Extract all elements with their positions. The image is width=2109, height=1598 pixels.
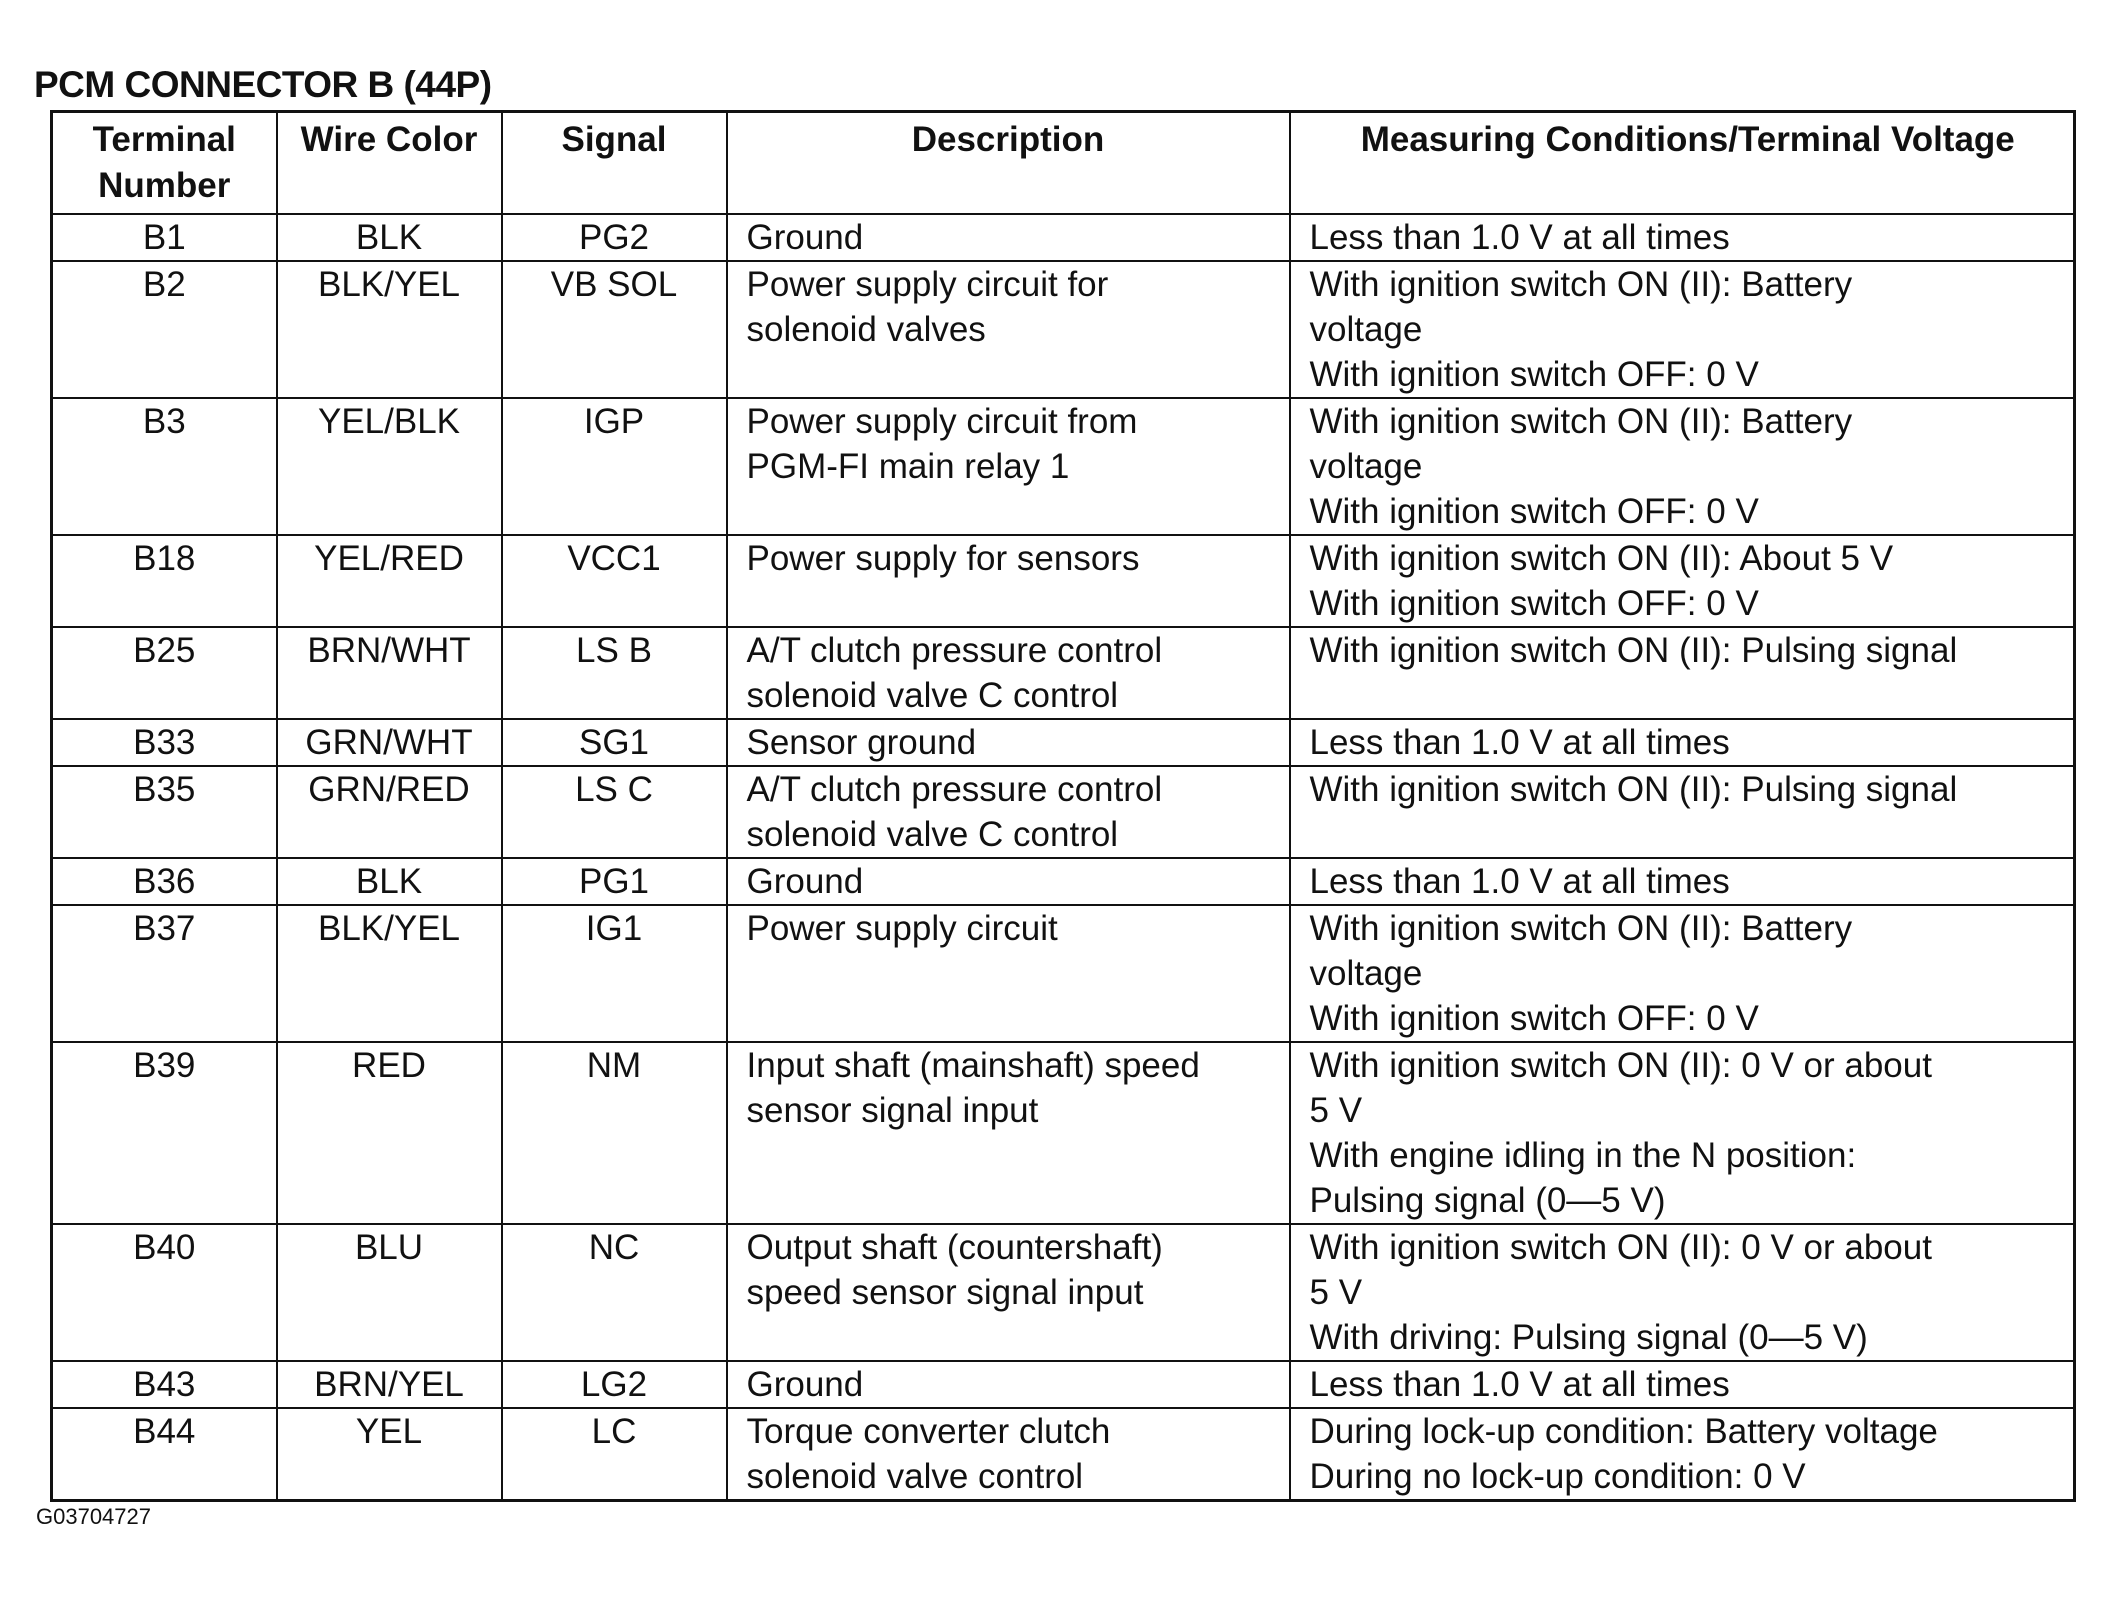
table-row — [52, 1042, 2075, 1224]
measuring-line: voltage — [1309, 310, 1423, 349]
measuring-conditions-cell — [1290, 719, 2075, 766]
wire-color-cell: BLK — [277, 858, 502, 905]
header-signal: Signal — [502, 112, 727, 215]
terminal-number-cell: B43 — [52, 1361, 277, 1408]
terminal-number-cell: B1 — [52, 214, 277, 261]
wire-color-cell: BLK — [277, 214, 502, 261]
measuring-line: With ignition switch ON (II): Pulsing signal — [1309, 770, 1958, 809]
description-line: solenoid valves — [746, 310, 986, 349]
table-row — [52, 627, 2075, 719]
signal-cell: LC — [502, 1408, 727, 1501]
description-line: A/T clutch pressure control — [746, 770, 1163, 809]
signal-cell: IG1 — [502, 905, 727, 1042]
terminal-number-cell: B39 — [52, 1042, 277, 1224]
header-description: Description — [727, 112, 1290, 215]
header-terminal-line: Number — [98, 166, 231, 205]
description-line: sensor signal input — [746, 1091, 1039, 1130]
measuring-line: Pulsing signal (0—5 V) — [1309, 1181, 1666, 1220]
description-line: Power supply for sensors — [746, 539, 1140, 578]
description-cell — [727, 398, 1290, 535]
table-body — [52, 214, 2075, 1501]
description-cell — [727, 858, 1290, 905]
table-row — [52, 1224, 2075, 1361]
wire-color-cell: YEL — [277, 1408, 502, 1501]
description-cell — [727, 1408, 1290, 1501]
signal-cell: VCC1 — [502, 535, 727, 627]
signal-cell: LS B — [502, 627, 727, 719]
description-cell — [727, 1042, 1290, 1224]
pcm-connector-table — [50, 110, 2076, 1502]
measuring-conditions-cell — [1290, 1224, 2075, 1361]
measuring-line: Less than 1.0 V at all times — [1309, 1365, 1730, 1404]
wire-color-cell: BLK/YEL — [277, 905, 502, 1042]
description-cell — [727, 905, 1290, 1042]
wire-color-cell: RED — [277, 1042, 502, 1224]
terminal-number-cell: B2 — [52, 261, 277, 398]
measuring-line: Less than 1.0 V at all times — [1309, 218, 1730, 257]
signal-cell: LS C — [502, 766, 727, 858]
measuring-line: With ignition switch ON (II): Battery — [1309, 265, 1853, 304]
description-cell — [727, 214, 1290, 261]
measuring-line: Less than 1.0 V at all times — [1309, 862, 1730, 901]
table-row — [52, 905, 2075, 1042]
header-terminal-line: Terminal — [92, 120, 236, 159]
wire-color-cell: BRN/WHT — [277, 627, 502, 719]
wire-color-cell: BLK/YEL — [277, 261, 502, 398]
measuring-line: With ignition switch OFF: 0 V — [1309, 355, 1759, 394]
description-line: Power supply circuit for — [746, 265, 1109, 304]
description-line: Sensor ground — [746, 723, 977, 762]
measuring-line: During no lock-up condition: 0 V — [1309, 1457, 1806, 1496]
terminal-number-cell: B37 — [52, 905, 277, 1042]
terminal-number-cell: B40 — [52, 1224, 277, 1361]
signal-cell: NC — [502, 1224, 727, 1361]
figure-code: G03704727 — [36, 1504, 151, 1529]
description-line: Ground — [746, 862, 864, 901]
description-line: Power supply circuit from — [746, 402, 1138, 441]
measuring-line: With ignition switch ON (II): Battery — [1309, 909, 1853, 948]
description-line: Input shaft (mainshaft) speed — [746, 1046, 1200, 1085]
wire-color-cell: YEL/RED — [277, 535, 502, 627]
signal-cell: VB SOL — [502, 261, 727, 398]
description-line: solenoid valve C control — [746, 815, 1119, 854]
table-row — [52, 1408, 2075, 1501]
description-cell — [727, 627, 1290, 719]
terminal-number-cell: B33 — [52, 719, 277, 766]
header-terminal-number — [52, 112, 277, 215]
signal-cell: IGP — [502, 398, 727, 535]
terminal-number-cell: B3 — [52, 398, 277, 535]
measuring-conditions-cell — [1290, 1408, 2075, 1501]
table-header-row — [52, 112, 2075, 215]
measuring-line: 5 V — [1309, 1091, 1363, 1130]
terminal-number-cell: B25 — [52, 627, 277, 719]
description-cell — [727, 1224, 1290, 1361]
table-row — [52, 398, 2075, 535]
signal-cell: LG2 — [502, 1361, 727, 1408]
terminal-number-cell: B18 — [52, 535, 277, 627]
signal-cell: SG1 — [502, 719, 727, 766]
header-measuring-conditions: Measuring Conditions/Terminal Voltage — [1290, 112, 2075, 215]
description-line: Output shaft (countershaft) — [746, 1228, 1163, 1267]
wire-color-cell: BLU — [277, 1224, 502, 1361]
wire-color-cell: BRN/YEL — [277, 1361, 502, 1408]
description-line: speed sensor signal input — [746, 1273, 1144, 1312]
measuring-line: With driving: Pulsing signal (0—5 V) — [1309, 1318, 1868, 1357]
description-cell — [727, 535, 1290, 627]
signal-cell: PG2 — [502, 214, 727, 261]
description-line: Torque converter clutch — [746, 1412, 1111, 1451]
terminal-number-cell: B36 — [52, 858, 277, 905]
measuring-line: With ignition switch ON (II): 0 V or about — [1309, 1046, 1932, 1085]
measuring-conditions-cell — [1290, 905, 2075, 1042]
measuring-conditions-cell — [1290, 766, 2075, 858]
description-line: Ground — [746, 1365, 864, 1404]
page-title: PCM CONNECTOR B (44P) — [34, 64, 492, 105]
table-row — [52, 214, 2075, 261]
table-row — [52, 261, 2075, 398]
table-row — [52, 858, 2075, 905]
measuring-line: Less than 1.0 V at all times — [1309, 723, 1730, 762]
table-row — [52, 535, 2075, 627]
description-cell — [727, 766, 1290, 858]
measuring-conditions-cell — [1290, 261, 2075, 398]
terminal-number-cell: B35 — [52, 766, 277, 858]
description-cell — [727, 1361, 1290, 1408]
table-row — [52, 719, 2075, 766]
table-row — [52, 1361, 2075, 1408]
description-line: solenoid valve control — [746, 1457, 1084, 1496]
measuring-conditions-cell — [1290, 214, 2075, 261]
measuring-line: With ignition switch OFF: 0 V — [1309, 584, 1759, 623]
signal-cell: PG1 — [502, 858, 727, 905]
table-row — [52, 766, 2075, 858]
measuring-conditions-cell — [1290, 1042, 2075, 1224]
measuring-line: With ignition switch OFF: 0 V — [1309, 999, 1759, 1038]
description-line: solenoid valve C control — [746, 676, 1119, 715]
measuring-conditions-cell — [1290, 627, 2075, 719]
wire-color-cell: YEL/BLK — [277, 398, 502, 535]
measuring-line: With ignition switch ON (II): 0 V or about — [1309, 1228, 1932, 1267]
measuring-line: With ignition switch ON (II): About 5 V — [1309, 539, 1894, 578]
wire-color-cell: GRN/WHT — [277, 719, 502, 766]
measuring-line: With engine idling in the N position: — [1309, 1136, 1857, 1175]
description-cell — [727, 719, 1290, 766]
measuring-conditions-cell — [1290, 535, 2075, 627]
description-line: A/T clutch pressure control — [746, 631, 1163, 670]
description-line: PGM-FI main relay 1 — [746, 447, 1070, 486]
description-line: Ground — [746, 218, 864, 257]
description-cell — [727, 261, 1290, 398]
measuring-conditions-cell — [1290, 1361, 2075, 1408]
measuring-conditions-cell — [1290, 858, 2075, 905]
measuring-line: With ignition switch ON (II): Pulsing signal — [1309, 631, 1958, 670]
measuring-conditions-cell — [1290, 398, 2075, 535]
signal-cell: NM — [502, 1042, 727, 1224]
header-wire-color: Wire Color — [277, 112, 502, 215]
measuring-line: With ignition switch ON (II): Battery — [1309, 402, 1853, 441]
wire-color-cell: GRN/RED — [277, 766, 502, 858]
measuring-line: voltage — [1309, 447, 1423, 486]
description-line: Power supply circuit — [746, 909, 1058, 948]
measuring-line: With ignition switch OFF: 0 V — [1309, 492, 1759, 531]
measuring-line: 5 V — [1309, 1273, 1363, 1312]
terminal-number-cell: B44 — [52, 1408, 277, 1501]
measuring-line: voltage — [1309, 954, 1423, 993]
measuring-line: During lock-up condition: Battery voltage — [1309, 1412, 1938, 1451]
